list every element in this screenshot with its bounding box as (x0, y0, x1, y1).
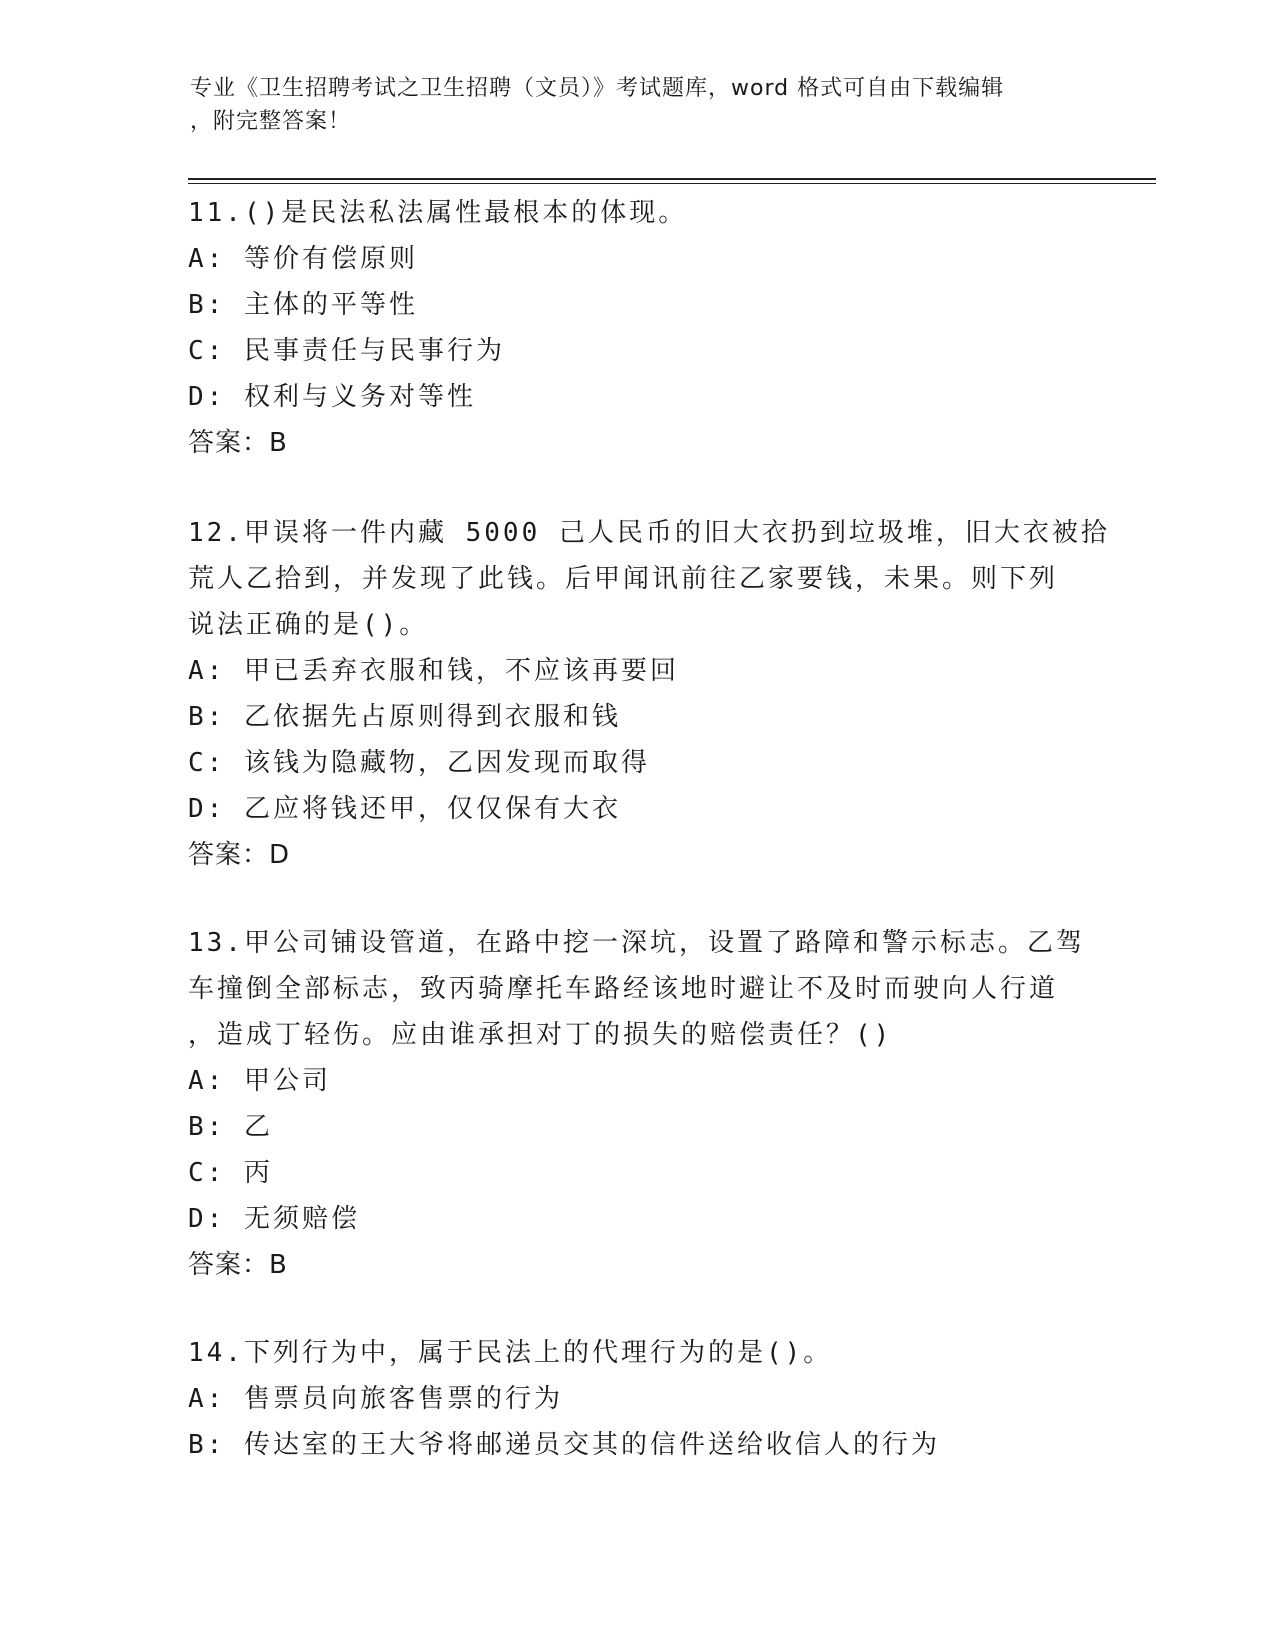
answer: 答案：B (188, 428, 288, 458)
option-d: D: 无须赔偿 (188, 1204, 360, 1234)
option-c: C: 民事责任与民事行为 (188, 336, 505, 366)
question-13 (188, 920, 1088, 1288)
question-14 (188, 1330, 1088, 1468)
header-divider-thick (188, 178, 1156, 180)
question-text-line-3: ，造成丁轻伤。应由谁承担对丁的损失的赔偿责任？() (188, 1020, 893, 1050)
option-a: A: 甲已丢弃衣服和钱，不应该再要回 (188, 656, 679, 686)
question-text-line-2: 荒人乙拾到，并发现了此钱。后甲闻讯前往乙家要钱，未果。则下列 (188, 564, 1059, 594)
option-a: A: 等价有偿原则 (188, 244, 418, 274)
option-a: A: 甲公司 (188, 1066, 331, 1096)
option-b: B: 传达室的王大爷将邮递员交其的信件送给收信人的行为 (188, 1430, 940, 1460)
document-header (190, 72, 1090, 138)
question-text-line-3: 说法正确的是()。 (188, 610, 429, 640)
answer: 答案：B (188, 1250, 288, 1280)
option-b: B: 乙依据先占原则得到衣服和钱 (188, 702, 621, 732)
option-b: B: 乙 (188, 1112, 273, 1142)
question-text-line-1: 13.甲公司铺设管道，在路中挖一深坑，设置了路障和警示标志。乙驾 (188, 928, 1085, 958)
option-d: D: 权利与义务对等性 (188, 382, 476, 412)
header-line-1: 专业《卫生招聘考试之卫生招聘（文员）》考试题库，word 格式可自由下载编辑 (190, 76, 1005, 101)
header-divider-thin (188, 183, 1156, 184)
option-a: A: 售票员向旅客售票的行为 (188, 1384, 563, 1414)
question-text: 14.下列行为中，属于民法上的代理行为的是()。 (188, 1338, 833, 1368)
answer: 答案：D (188, 840, 291, 870)
question-12 (188, 510, 1110, 878)
option-c: C: 丙 (188, 1158, 273, 1188)
question-text: 11.()是民法私法属性最根本的体现。 (188, 198, 688, 228)
question-text-line-1: 12.甲误将一件内藏 5000 己人民币的旧大衣扔到垃圾堆，旧大衣被拾 (188, 518, 1110, 548)
header-line-2: ，附完整答案！ (190, 109, 352, 134)
question-text-line-2: 车撞倒全部标志，致丙骑摩托车路经该地时避让不及时而驶向人行道 (188, 974, 1059, 1004)
option-b: B: 主体的平等性 (188, 290, 418, 320)
option-d: D: 乙应将钱还甲，仅仅保有大衣 (188, 794, 621, 824)
question-11 (188, 190, 1088, 466)
option-c: C: 该钱为隐藏物，乙因发现而取得 (188, 748, 650, 778)
